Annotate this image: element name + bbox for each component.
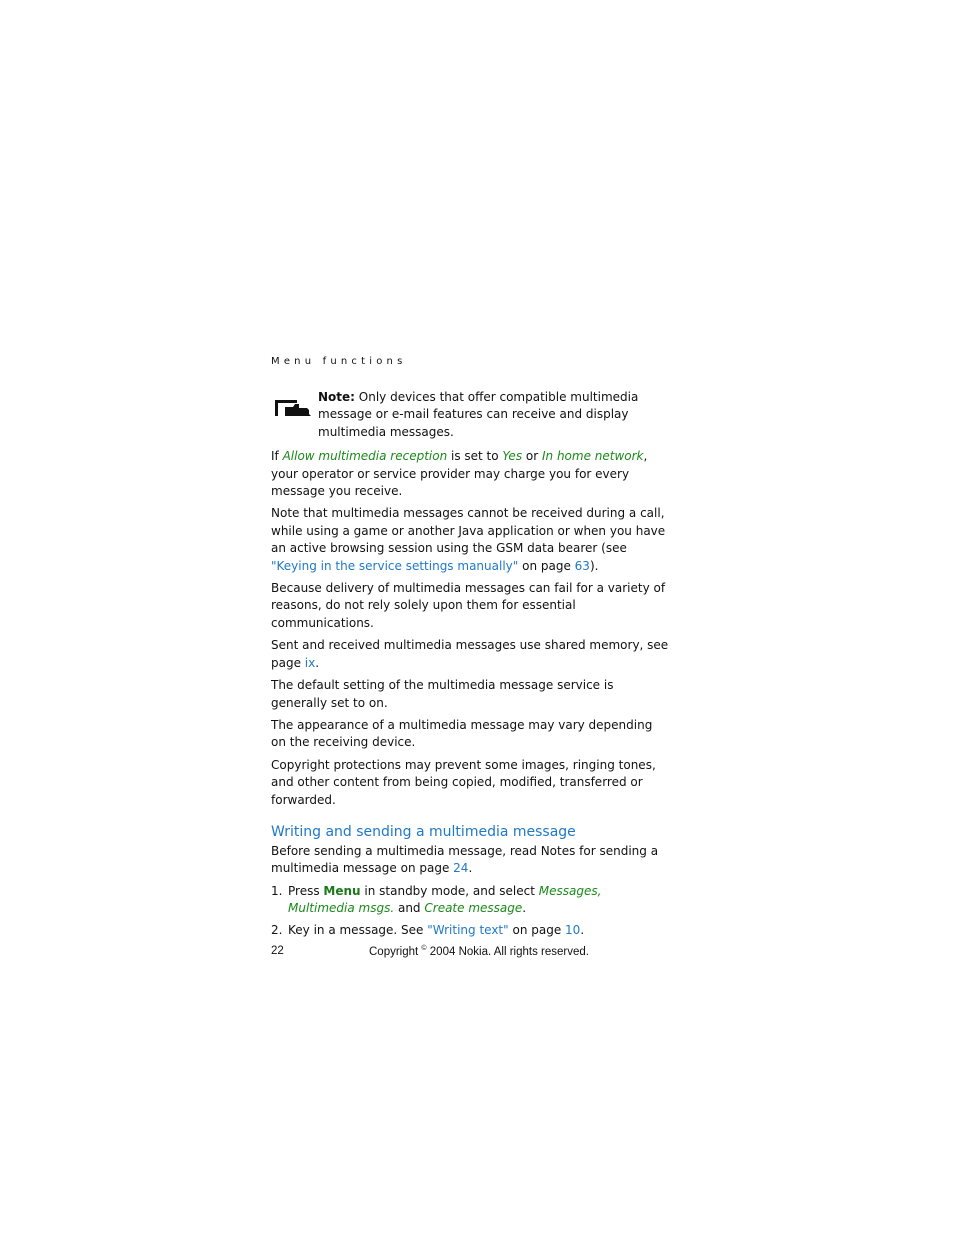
- manual-page: [271, 352, 671, 963]
- paragraph-shared-memory: Sent and received multimedia messages use shared memory, see page ix.: [271, 638, 669, 670]
- paragraph-default-setting: The default setting of the multimedia message service is generally set to on.: [271, 678, 614, 710]
- note-label: Note:: [318, 390, 355, 404]
- note-text: Note: Only devices that offer compatible multimedia message or e-mail features can receive and display multimedia messages.: [318, 390, 639, 439]
- section-intro: Before sending a multimedia message, read Notes for sending a multimedia message on page 24.: [271, 843, 659, 876]
- menu-option-multimedia-msgs: Multimedia msgs.: [288, 901, 395, 916]
- link-page-24[interactable]: 24: [453, 861, 469, 876]
- running-header: Menu functions: [271, 356, 407, 367]
- paragraph-appearance: The appearance of a multimedia message may vary depending on the receiving device.: [271, 717, 653, 750]
- copyright-notice: Copyright © 2004 Nokia. All rights reserved.: [369, 944, 589, 958]
- list-item: 2. Key in a message. See "Writing text" on page 10.: [271, 922, 671, 939]
- link-writing-text[interactable]: "Writing text": [427, 922, 509, 937]
- setting-allow-multimedia-reception: Allow multimedia reception: [282, 449, 448, 464]
- note-hand-icon: [273, 394, 313, 420]
- list-item: 1. Press Menu in standby mode, and select Messages, Multimedia msgs. and Create message.: [271, 883, 671, 918]
- paragraph-reception-limits: Note that multimedia messages cannot be received during a call, while using a game or another Java application or when you have an active browsing session using the GSM data bearer (see "Keying in the service settings manually" on page 63).: [271, 506, 666, 573]
- step-text: Key in a message. See "Writing text" on page 10.: [288, 922, 585, 937]
- page-number: 22: [271, 944, 284, 957]
- link-page-10[interactable]: 10: [565, 922, 581, 937]
- link-page-ix[interactable]: ix: [304, 655, 316, 670]
- link-keying-service-settings[interactable]: "Keying in the service settings manually": [271, 558, 519, 573]
- section-title: Writing and sending a multimedia message: [271, 823, 576, 840]
- page-footer: [271, 945, 671, 963]
- menu-option-messages: Messages: [538, 883, 598, 898]
- link-page-63[interactable]: 63: [574, 558, 590, 573]
- paragraph-copyright-protections: Copyright protections may prevent some images, ringing tones, and other content from being copied, modified, transferred or forwarded.: [271, 757, 656, 807]
- paragraph-delivery: Because delivery of multimedia messages can fail for a variety of reasons, do not rely solely upon them for essential communications.: [271, 581, 666, 630]
- setting-in-home-network: In home network: [541, 449, 644, 464]
- menu-option-create-message: Create message: [424, 901, 523, 916]
- step-text: Press Menu in standby mode, and select Messages, Multimedia msgs. and Create message.: [288, 883, 602, 916]
- setting-yes: Yes: [502, 449, 523, 464]
- steps-list: [271, 883, 671, 939]
- paragraph-reception-charges: If Allow multimedia reception is set to Yes or In home network, your operator or service provider may charge you for every message you receive.: [271, 449, 648, 499]
- note-block: [271, 389, 671, 445]
- menu-key-label: Menu: [323, 883, 361, 898]
